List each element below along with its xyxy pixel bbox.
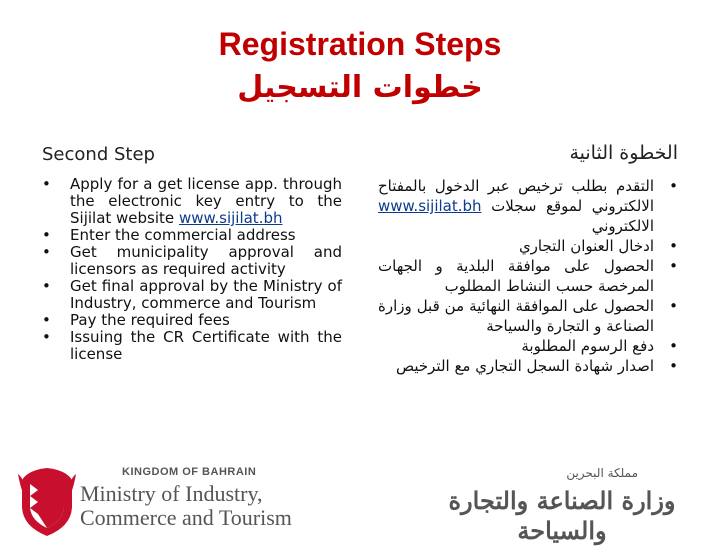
step-item-arabic: • اصدار شهادة السجل التجاري مع الترخيص xyxy=(378,356,678,376)
kingdom-label: KINGDOM OF BAHRAIN xyxy=(122,466,257,478)
ministry-line-1: Ministry of Industry, xyxy=(80,481,263,506)
bahrain-emblem-icon xyxy=(18,466,76,538)
sijilat-website-link[interactable]: www.sijilat.bh xyxy=(178,209,283,227)
ministry-name-arabic: وزارة الصناعة والتجارة والسياحة xyxy=(448,486,676,545)
page-title-arabic: خطوات التسجيل xyxy=(237,70,483,105)
step-item: • Pay the required fees xyxy=(42,312,342,329)
step-text: Apply for a get license app. through the electronic key entry to the Sijilat website xyxy=(70,175,342,227)
ministry-logo-arabic xyxy=(448,458,702,545)
section-heading-english: Second Step xyxy=(42,144,155,165)
step-item: • Issuing the CR Certificate with the license xyxy=(42,329,342,363)
step-item: • Get municipality approval and licensors as required activity xyxy=(42,244,342,278)
step-item: • Get final approval by the Ministry of Industry, commerce and Tourism xyxy=(42,278,342,312)
step-item xyxy=(42,176,342,227)
section-heading-arabic: الخطوة الثانية xyxy=(569,142,678,164)
step-item-arabic: • الحصول على موافقة البلدية و الجهات المرخصة حسب النشاط المطلوب xyxy=(378,256,678,296)
step-text-arabic-suffix: الالكتروني xyxy=(591,217,654,235)
ministry-logo-english xyxy=(18,458,318,538)
step-item-arabic: • ادخال العنوان التجاري xyxy=(378,236,678,256)
ministry-line-2: Commerce and Tourism xyxy=(80,505,292,530)
step-item: • Enter the commercial address xyxy=(42,227,342,244)
step-item-arabic: • دفع الرسوم المطلوبة xyxy=(378,336,678,356)
kingdom-label-arabic: مملكة البحرين xyxy=(566,466,638,480)
page-title-english: Registration Steps xyxy=(218,26,502,62)
step-text-arabic: التقدم بطلب ترخيص عبر الدخول بالمفتاح الالكتروني لموقع سجلات xyxy=(378,177,654,215)
steps-list-arabic xyxy=(378,176,678,376)
step-item-arabic: • الحصول على الموافقة النهائية من قبل وزارة الصناعة و التجارة والسياحة xyxy=(378,296,678,336)
steps-list-english xyxy=(42,176,342,363)
step-item-arabic xyxy=(378,176,678,236)
ministry-name-english xyxy=(80,482,320,530)
sijilat-website-link-arabic[interactable]: www.sijilat.bh xyxy=(378,197,482,215)
